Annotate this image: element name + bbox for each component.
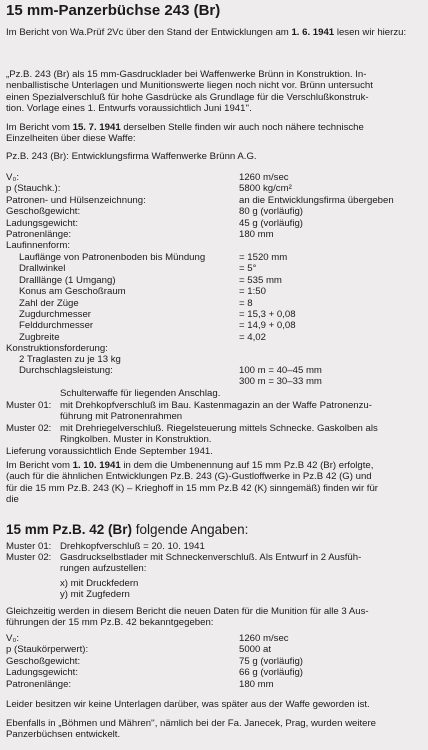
closing-line: Panzerbüchsen entwickelt. — [6, 729, 121, 741]
specs1-labels — [6, 172, 146, 252]
report3-paragraph — [6, 460, 424, 506]
penetration-values — [239, 365, 322, 388]
muster-line: mit Drehkopfverschluß im Bau. Kastenmagazin an der Waffe Patronenzu- — [60, 400, 372, 411]
bore-label: Lauflänge von Patronenboden bis Mündung — [19, 252, 206, 263]
report2-text: Im Bericht vom — [6, 122, 73, 133]
intro-date: 1. 6. 1941 — [291, 27, 335, 38]
spec-value: 180 mm — [239, 229, 274, 241]
bore-value: = 4,02 — [239, 331, 266, 343]
quote-block — [6, 69, 424, 115]
firm-line: Pz.B. 243 (Br): Entwicklungsfirma Waffenwerke Brünn A.G. — [6, 151, 257, 162]
spec-value: 1260 m/sec — [239, 172, 289, 183]
spec-label: Geschoßgewicht: — [6, 655, 81, 667]
specs2-values — [239, 633, 303, 690]
muster2-01-text: Drehkopfverschluß = 20. 10. 1941 — [60, 541, 205, 552]
report3-line: die — [6, 494, 19, 506]
bore-label: Drallwinkel — [19, 263, 66, 275]
muster1-01-text — [60, 400, 372, 423]
specs1-values — [239, 172, 394, 240]
bore-labels — [19, 252, 205, 343]
muster2-02-label: Muster 02: — [6, 552, 52, 563]
bore-value: = 5° — [239, 263, 257, 275]
variant-line: x) mit Druckfedern — [60, 578, 139, 589]
variants — [60, 578, 138, 601]
muster1-02-text — [60, 423, 378, 446]
closing-paragraph-2 — [6, 718, 424, 741]
spec-value: 66 g (vorläufig) — [239, 667, 303, 679]
report2-paragraph — [6, 122, 424, 145]
intro-text-end: lesen wir hierzu: — [334, 27, 407, 38]
bore-values — [239, 252, 296, 343]
spec-value: 1260 m/sec — [239, 633, 289, 644]
bore-value: = 1:50 — [239, 286, 266, 298]
quote-line: einen Spezialverschluß für hohe Gasdrücke als Grundlage für die Verschlußkonstruk- — [6, 91, 369, 103]
construction-heading: Konstruktionsforderung: — [6, 343, 108, 354]
subtitle-rest: folgende Angaben: — [132, 522, 249, 537]
report2-line2: Einzelheiten über diese Waffe: — [6, 133, 136, 145]
muster2-01-label: Muster 01: — [6, 541, 52, 552]
ammo-intro — [6, 606, 424, 629]
spec-label: p (Staukörperwert): — [6, 644, 89, 656]
muster-line: rungen aufzustellen: — [60, 563, 147, 575]
ammo-intro-line: führungen der 15 mm Pz.B. 42 bekanntgegeben: — [6, 617, 214, 629]
spec-value: 5000 at — [239, 644, 272, 656]
report2-date: 15. 7. 1941 — [72, 122, 121, 133]
bore-heading: Laufinnenform: — [6, 240, 70, 252]
specs2-labels — [6, 633, 88, 690]
report3-date: 1. 10. 1941 — [72, 460, 121, 471]
spec-value: 45 g (vorläufig) — [239, 217, 303, 229]
spec-label: Ladungsgewicht: — [6, 217, 79, 229]
closing-line-1: Leider besitzen wir keine Unterlagen darüber, was später aus der Waffe geworden ist. — [6, 699, 370, 710]
page-title: 15 mm-Panzerbüchse 243 (Br) — [6, 2, 221, 19]
spec-label: Patronenlänge: — [6, 229, 72, 241]
spec-value: an die Entwicklungsfirma übergeben — [239, 194, 394, 206]
bore-value: = 1520 mm — [239, 252, 288, 263]
quote-line: nenballistische Unterlagen und Munitionswerte liegen noch nicht vor. Brünn untersucht — [6, 80, 373, 92]
spec-value: 75 g (vorläufig) — [239, 655, 303, 667]
muster-line: führung mit Patronenrahmen — [60, 411, 183, 423]
penetration-value: 100 m = 40–45 mm — [239, 365, 322, 376]
variant-line: y) mit Zugfedern — [60, 589, 130, 601]
spec-label: Ladungsgewicht: — [6, 667, 79, 679]
spec-label: p (Stauchk.): — [6, 183, 61, 195]
bore-label: Dralllänge (1 Umgang) — [19, 274, 116, 286]
report3-line: (auch für die ähnlichen Entwicklungen Pz.B. 243 (G)-Gustloffwerke in Pz.B 42 (G) und — [6, 471, 372, 483]
bore-label: Zugbreite — [19, 331, 60, 343]
subtitle-weapon: 15 mm Pz.B. 42 (Br) — [6, 522, 133, 537]
muster-line: Ringkolben. Muster in Konstruktion. — [60, 434, 212, 446]
spec-label: V₀: — [6, 172, 20, 183]
spec-value: 80 g (vorläufig) — [239, 206, 303, 218]
muster-line: mit Drehriegelverschluß. Riegelsteuerung mittels Schnecke. Gaskolben als — [60, 423, 378, 434]
spec-label: V₀: — [6, 633, 20, 644]
report3-text-end: in dem die Umbenennung auf 15 mm Pz.B 42 (Br) erfolgte, — [120, 460, 374, 471]
intro-text: Im Bericht von Wa.Prüf 2Vc über den Stand der Entwicklungen am — [6, 27, 292, 38]
report3-line: für die 15 mm Pz.B. 243 (K) – Krieghoff in 15 mm Pz.B 42 (K) sinngemäß) finden wir für — [6, 482, 378, 494]
bore-value: = 535 mm — [239, 274, 282, 286]
report3-text: Im Bericht vom — [6, 460, 73, 471]
bore-label: Konus am Geschoßraum — [19, 286, 126, 298]
shoulder-line: Schulterwaffe für liegenden Anschlag. — [60, 388, 221, 399]
penetration-label: Durchschlagsleistung: — [19, 365, 113, 376]
spec-label: Patronen- und Hülsenzeichnung: — [6, 194, 146, 206]
report2-text-end: derselben Stelle finden wir auch noch nähere technische — [120, 122, 364, 133]
quote-line: tion. Vorlage eines 1. Entwurfs voraussichtlich Juni 1941''. — [6, 103, 252, 115]
spec-value: 5800 kg/cm² — [239, 183, 292, 195]
ammo-intro-line: Gleichzeitig werden in diesem Bericht die neuen Daten für die Munition für alle 3 Aus- — [6, 606, 369, 617]
quote-line: „Pz.B. 243 (Br) als 15 mm-Gasdrucklader bei Waffenwerke Brünn in Konstruktion. In- — [6, 69, 367, 80]
bore-label: Zugdurchmesser — [19, 309, 91, 321]
penetration-value: 300 m = 30–33 mm — [239, 376, 322, 388]
muster1-01-label: Muster 01: — [6, 400, 52, 411]
bore-value: = 14,9 + 0,08 — [239, 320, 296, 332]
muster2-02-text — [60, 552, 361, 575]
muster1-02-label: Muster 02: — [6, 423, 52, 434]
bore-label: Felddurchmesser — [19, 320, 94, 332]
section-subtitle — [6, 521, 248, 538]
delivery-line: Lieferung voraussichtlich Ende September 1941. — [6, 446, 213, 457]
bore-value: = 15,3 + 0,08 — [239, 309, 296, 321]
spec-label: Patronenlänge: — [6, 678, 72, 690]
muster-line: Gasdruckselbstlader mit Schneckenverschluß. Als Entwurf in 2 Ausfüh- — [60, 552, 362, 563]
spec-label: Geschoßgewicht: — [6, 206, 81, 218]
bore-label: Zahl der Züge — [19, 297, 79, 309]
bore-value: = 8 — [239, 297, 253, 309]
closing-line: Ebenfalls in „Böhmen und Mähren'', nämlich bei der Fa. Janecek, Prag, wurden weitere — [6, 718, 377, 729]
spec-value: 180 mm — [239, 678, 274, 690]
intro-paragraph — [6, 27, 424, 38]
carry-line: 2 Traglasten zu je 13 kg — [19, 354, 121, 365]
